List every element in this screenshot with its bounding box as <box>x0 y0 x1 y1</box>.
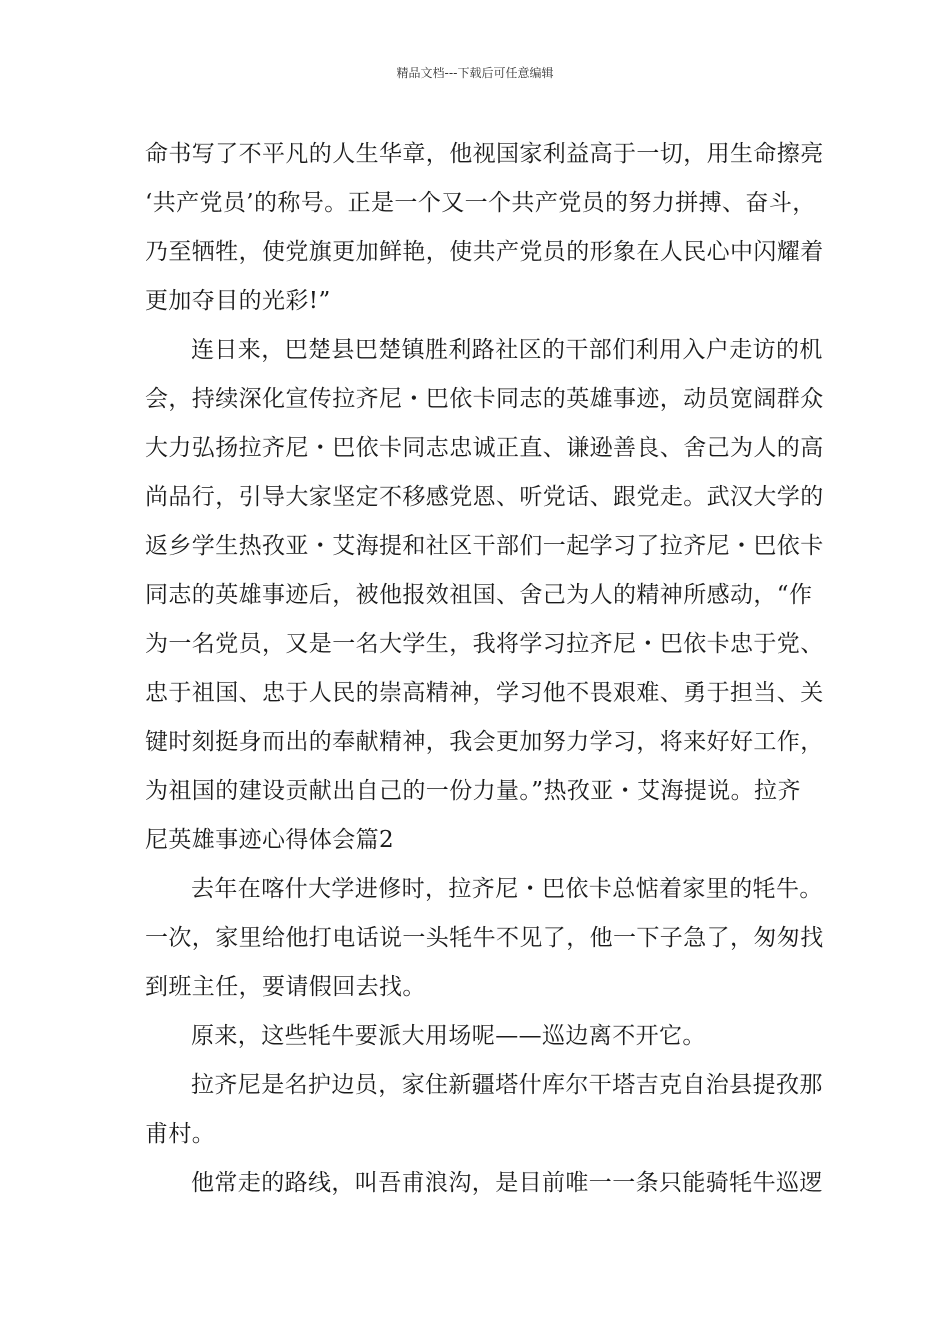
text-line: 一次，家里给他打电话说一头牦牛不见了，他一下子急了，匆匆找 <box>145 925 824 951</box>
text-line: 大力弘扬拉齐尼・巴依卡同志忠诚正直、谦逊善良、舍己为人的高 <box>145 435 824 461</box>
text-line: 为祖国的建设贡献出自己的一份力量。”热孜亚・艾海提说。拉齐 <box>145 778 801 804</box>
text-line: 连日来，巴楚县巴楚镇胜利路社区的干部们利用入户走访的机 <box>191 337 823 363</box>
text-line: 原来，这些牦牛要派大用场呢——巡边离不开它。 <box>191 1023 706 1049</box>
text-line: 返乡学生热孜亚・艾海提和社区干部们一起学习了拉齐尼・巴依卡 <box>145 533 824 559</box>
text-line: 去年在喀什大学进修时，拉齐尼・巴依卡总惦着家里的牦牛。 <box>191 876 823 902</box>
page-header: 精品文档---下载后可任意编辑 <box>396 66 554 80</box>
text-line: 键时刻挺身而出的奉献精神，我会更加努力学习，将来好好工作， <box>145 729 824 755</box>
text-line: ‘共产党员’的称号。正是一个又一个共产党员的努力拼搏、奋斗， <box>145 190 816 216</box>
document-body <box>145 130 825 1208</box>
text-line: 到班主任，要请假回去找。 <box>145 974 426 1000</box>
text-line: 拉齐尼是名护边员，家住新疆塔什库尔干塔吉克自治县提孜那 <box>191 1072 823 1098</box>
text-line: 他常走的路线，叫吾甫浪沟，是目前唯一一条只能骑牦牛巡逻 <box>191 1170 823 1196</box>
text-line: 更加夺目的光彩!” <box>145 288 331 314</box>
text-line: 会，持续深化宣传拉齐尼・巴依卡同志的英雄事迹，动员宽阔群众 <box>145 386 824 412</box>
text-line: 命书写了不平凡的人生华章，他视国家利益高于一切，用生命擦亮 <box>145 141 824 167</box>
text-line: 尚品行，引导大家坚定不移感党恩、听党话、跟党走。武汉大学的 <box>145 484 824 510</box>
text-line: 甫村。 <box>145 1121 216 1147</box>
text-line: 为一名党员，又是一名大学生，我将学习拉齐尼・巴依卡忠于党、 <box>145 631 824 657</box>
text-line: 忠于祖国、忠于人民的崇高精神，学习他不畏艰难、勇于担当、关 <box>145 680 824 706</box>
text-line: 尼英雄事迹心得体会篇2 <box>145 827 395 853</box>
text-line: 同志的英雄事迹后，被他报效祖国、舍己为人的精神所感动，“作 <box>145 582 813 608</box>
text-line: 乃至牺牲，使党旗更加鲜艳，使共产党员的形象在人民心中闪耀着 <box>145 239 824 265</box>
